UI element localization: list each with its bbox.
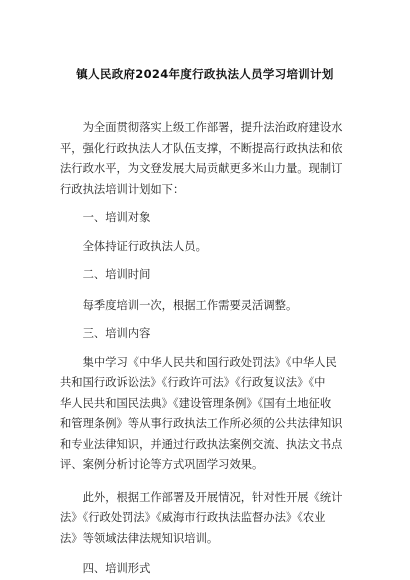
section3-line: 和专业法律知识，并通过行政执法案例交流、执法文书点 bbox=[60, 437, 343, 451]
section3-paragraph-1 bbox=[60, 353, 360, 374]
intro-line: 平，强化行政执法人才队伍支撑，不断提高行政执法和依 bbox=[60, 141, 343, 155]
intro-paragraph-cont bbox=[60, 139, 360, 201]
section-text-2: 每季度培训一次，根据工作需要灵活调整。 bbox=[82, 298, 298, 312]
section-heading-3: 三、培训内容 bbox=[82, 327, 151, 340]
section-heading-2: 二、培训时间 bbox=[82, 268, 151, 281]
section-heading-1: 一、培训对象 bbox=[82, 211, 151, 224]
section3-line: 法》等领域法律法规知识培训。 bbox=[60, 531, 219, 545]
section3-line: 和管理条例》等从事行政执法工作所必须的公共法律知识 bbox=[60, 417, 343, 430]
document-body bbox=[60, 118, 360, 580]
section-text-1: 全体持证行政执法人员。 bbox=[82, 239, 207, 253]
document-title: 镇人民政府2024年度行政执法人员学习培训计划 bbox=[76, 67, 334, 81]
intro-line: 法行政水平，为文登发展大局贡献更多米山力量。现制订 bbox=[60, 162, 343, 175]
section3-paragraph-1-cont bbox=[60, 373, 360, 476]
section-heading-4: 四、培训形式 bbox=[82, 562, 151, 575]
section3-line: 法》《行政处罚法》《威海市行政执法监督办法》《农业 bbox=[60, 511, 326, 524]
section3-line: 集中学习《中华人民共和国行政处罚法》《中华人民 bbox=[82, 355, 337, 369]
section3-line: 评、案例分析讨论等方式巩固学习效果。 bbox=[60, 458, 264, 471]
intro-line: 为全面贯彻落实上级工作部署，提升法治政府建设水 bbox=[82, 121, 343, 134]
section3-paragraph-2-cont bbox=[60, 508, 360, 549]
section3-paragraph-2 bbox=[60, 488, 360, 509]
intro-paragraph bbox=[60, 118, 360, 139]
section3-line: 华人民共和国民法典》《建设管理条例》《国有土地征收 bbox=[60, 396, 332, 410]
section3-line: 此外，根据工作部署及开展情况，针对性开展《统计 bbox=[82, 490, 343, 504]
intro-line: 行政执法培训计划如下： bbox=[60, 182, 185, 196]
section3-line: 共和国行政诉讼法》《行政许可法》《行政复议法》《中 bbox=[60, 376, 326, 389]
